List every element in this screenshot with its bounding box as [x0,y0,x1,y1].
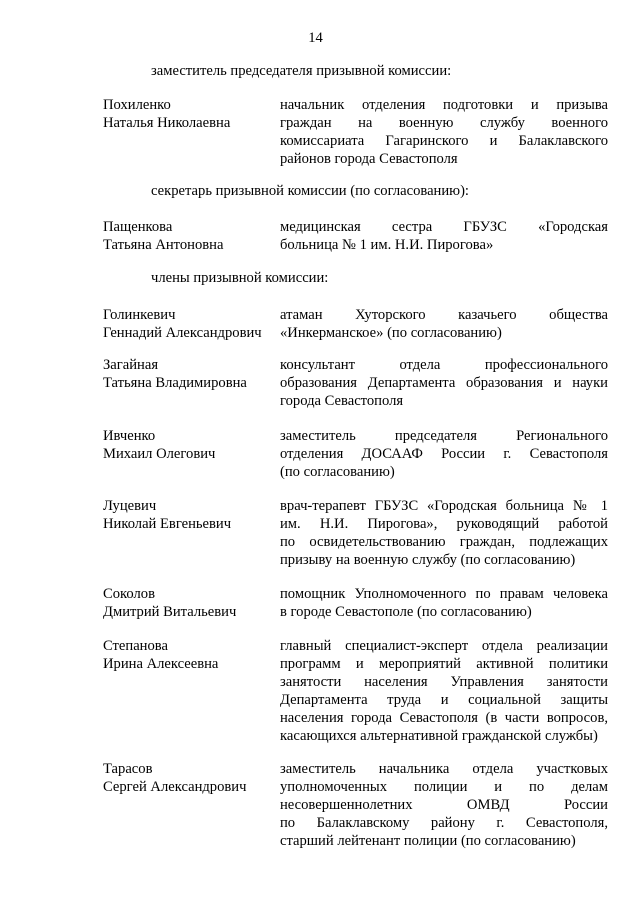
position-line: Департамента труда и социальной защиты [280,692,608,708]
page-number: 14 [308,30,323,46]
position-line: заместитель председателя Регионального [280,428,608,444]
position-line: врач-терапевт ГБУЗС «Городская больница № 1 [280,498,608,514]
position-line: по освидетельствованию граждан, подлежащих [280,534,608,550]
heading-members: члены призывной комиссии: [151,270,329,286]
position-line: больница № 1 им. Н.И. Пирогова» [280,237,494,253]
member-name [103,218,280,254]
member-surname: Тарасов [103,761,153,777]
position-line: заместитель начальника отдела участковых [280,761,608,777]
position-line: «Инкерманское» (по согласованию) [280,325,502,341]
position-line: в городе Севастополе (по согласованию) [280,604,532,620]
member-entry [103,497,608,569]
member-surname: Степанова [103,638,168,654]
position-line: медицинская сестра ГБУЗС «Городская [280,219,608,235]
member-given-names: Михаил Олегович [103,446,216,462]
heading-deputy-chair: заместитель председателя призывной комиссии: [151,63,452,79]
member-given-names: Ирина Алексеевна [103,656,219,672]
member-entry [103,356,608,410]
position-line: помощник Уполномоченного по правам человека [280,586,608,602]
position-line: уполномоченных полиции и по делам [280,779,608,795]
member-entry [103,637,608,745]
member-entry-secretary [103,218,608,254]
position-line: (по согласованию) [280,464,395,480]
member-surname: Похиленко [103,97,171,113]
position-line: комиссариата Гагаринского и Балаклавского [280,133,608,149]
position-line: занятости населения Управления занятости [280,674,608,690]
position-line: начальник отделения подготовки и призыва [280,97,608,113]
position-line: отделения ДОСААФ России г. Севастополя [280,446,608,462]
member-name [103,96,280,168]
member-surname: Загайная [103,357,159,373]
position-line: призыву на военную службу (по согласованию) [280,552,576,568]
member-name [103,760,280,850]
position-line: населения города Севастополя (в части вопросов, [280,710,608,726]
member-surname: Ивченко [103,428,156,444]
position-line: граждан на военную службу военного [280,115,608,131]
member-surname: Голинкевич [103,307,176,323]
member-position [280,356,608,410]
member-position [280,637,608,745]
member-surname: Соколов [103,586,155,602]
member-entry [103,306,608,342]
position-line: программ и мероприятий активной политики [280,656,608,672]
member-position [280,427,608,481]
member-position [280,218,608,254]
member-name [103,427,280,481]
position-line: несовершеннолетних ОМВД России [280,797,608,813]
member-name [103,585,280,621]
member-given-names: Николай Евгеньевич [103,516,232,532]
member-position [280,497,608,569]
member-name [103,497,280,569]
member-given-names: Татьяна Антоновна [103,237,224,253]
member-name [103,637,280,745]
position-line: образования Департамента образования и науки [280,375,608,391]
member-name [103,306,280,342]
member-position [280,585,608,621]
position-line: старший лейтенант полиции (по согласованию) [280,833,576,849]
member-position [280,96,608,168]
position-line: по Балаклавскому району г. Севастополя, [280,815,608,831]
member-surname: Луцевич [103,498,157,514]
position-line: города Севастополя [280,393,404,409]
member-surname: Пащенкова [103,219,173,235]
position-line: касающихся альтернативной гражданской службы) [280,728,598,744]
position-line: районов города Севастополя [280,151,458,167]
member-entry [103,585,608,621]
member-position [280,760,608,850]
member-given-names: Сергей Александрович [103,779,247,795]
member-entry [103,427,608,481]
member-name [103,356,280,410]
member-entry [103,760,608,850]
member-given-names: Геннадий Александрович [103,325,262,341]
position-line: консультант отдела профессионального [280,357,608,373]
member-entry-deputy-chair [103,96,608,168]
member-given-names: Дмитрий Витальевич [103,604,237,620]
member-position [280,306,608,342]
member-given-names: Татьяна Владимировна [103,375,247,391]
position-line: главный специалист-эксперт отдела реализации [280,638,608,654]
position-line: атаман Хуторского казачьего общества [280,307,608,323]
heading-secretary: секретарь призывной комиссии (по согласованию): [151,183,469,199]
member-given-names: Наталья Николаевна [103,115,231,131]
position-line: им. Н.И. Пирогова», руководящий работой [280,516,608,532]
